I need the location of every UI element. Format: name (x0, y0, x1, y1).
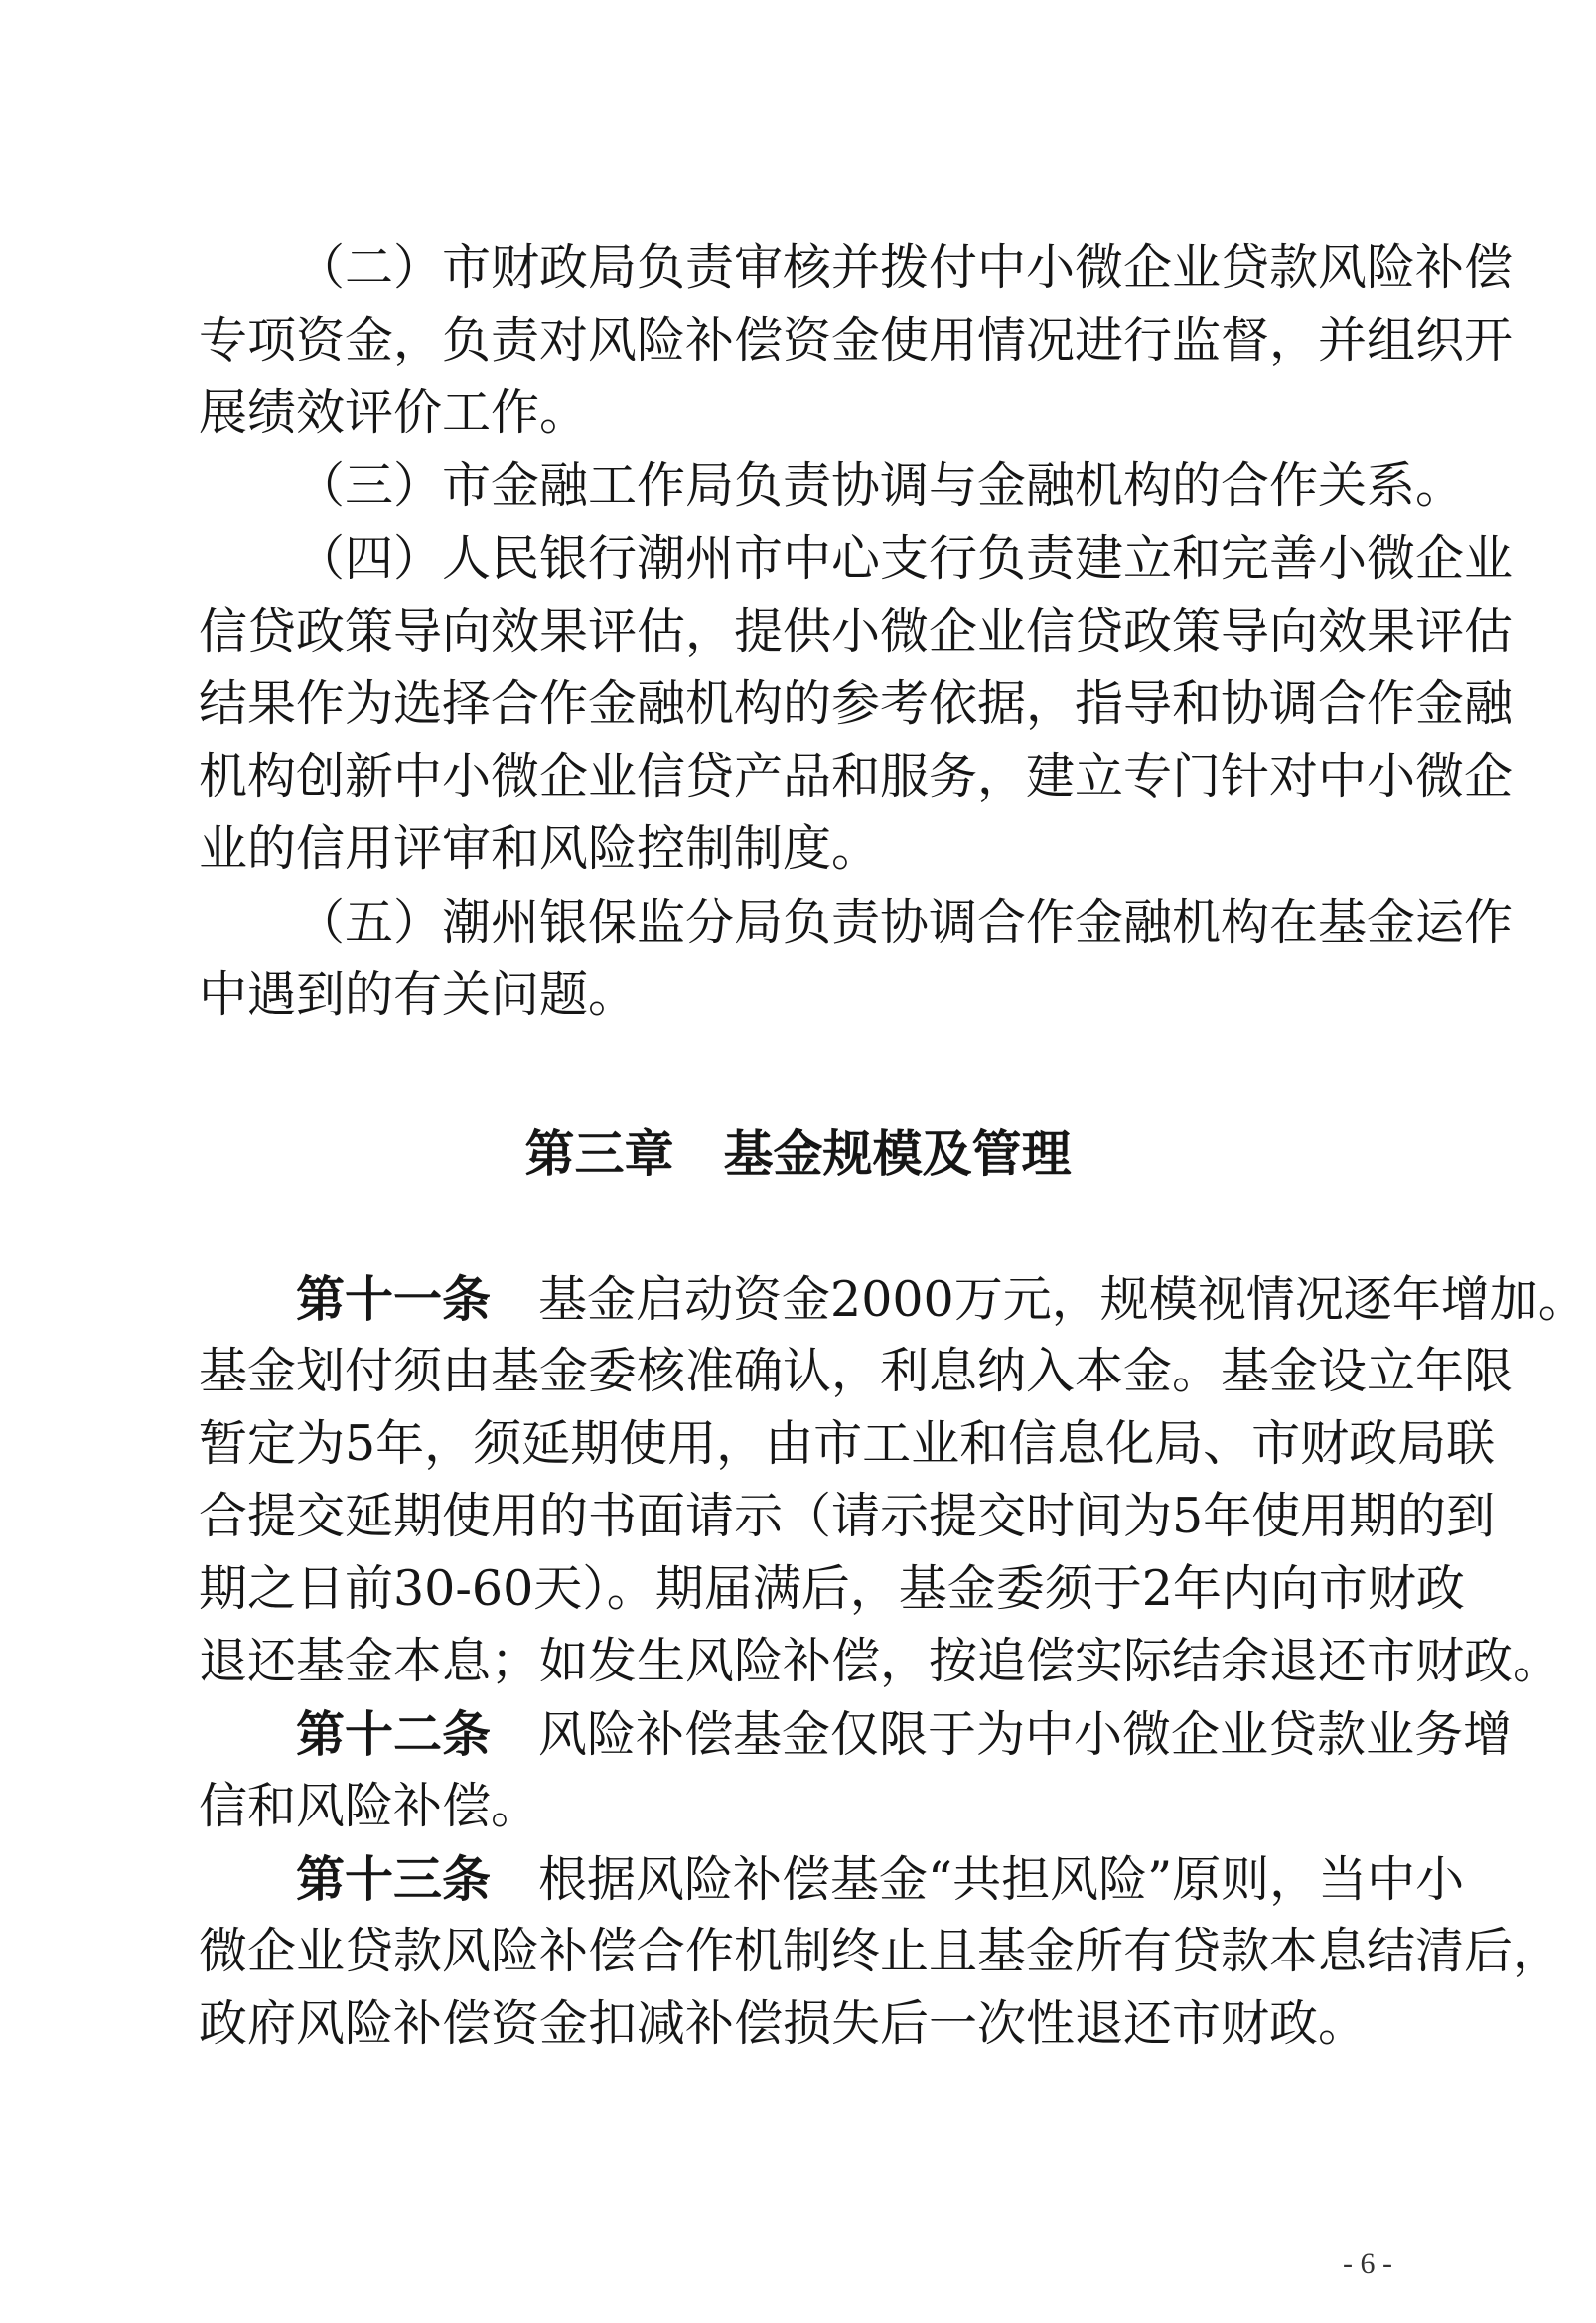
paragraph-line: 政府风险补偿资金扣减补偿损失后一次性退还市财政。 (199, 1995, 1368, 2052)
paragraph-line: 期之日前30-60天）。期届满后，基金委须于2年内向市财政 (199, 1560, 1465, 1617)
article-label: 第十二条 (296, 1705, 492, 1763)
paragraph-line: 基金划付须由基金委核准确认，利息纳入本金。基金设立年限 (199, 1343, 1514, 1399)
article-first-line (296, 1704, 1513, 1764)
paragraph-line: （五）潮州银保监分局负责协调合作金融机构在基金运作 (296, 894, 1514, 950)
paragraph-line: （三）市金融工作局负责协调与金融机构的合作关系。 (296, 457, 1465, 513)
paragraph-line: 业的信用评审和风险控制制度。 (199, 820, 881, 877)
article-text: 基金启动资金2000万元，规模视情况逐年增加。 (538, 1271, 1587, 1328)
paragraph-line: （二）市财政局负责审核并拨付中小微企业贷款风险补偿 (296, 239, 1514, 296)
paragraph-line: 专项资金，负责对风险补偿资金使用情况进行监督，并组织开 (199, 312, 1514, 368)
paragraph-line: 中遇到的有关问题。 (199, 966, 638, 1023)
paragraph-line: 合提交延期使用的书面请示（请示提交时间为5年使用期的到 (199, 1488, 1496, 1544)
paragraph-line: 退还基金本息；如发生风险补偿，按追偿实际结余退还市财政。 (199, 1633, 1562, 1689)
article-label: 第十一条 (296, 1270, 492, 1328)
paragraph-line: （四）人民银行潮州市中心支行负责建立和完善小微企业 (296, 530, 1514, 587)
article-first-line (296, 1849, 1465, 1909)
paragraph-line: 信和风险补偿。 (199, 1778, 540, 1834)
paragraph-line: 结果作为选择合作金融机构的参考依据，指导和协调合作金融 (199, 675, 1514, 732)
chapter-title: 第三章 基金规模及管理 (524, 1124, 1072, 1183)
article-first-line (296, 1269, 1587, 1329)
paragraph-line: 展绩效评价工作。 (199, 384, 589, 441)
paragraph-line: 信贷政策导向效果评估，提供小微企业信贷政策导向效果评估 (199, 603, 1514, 659)
paragraph-line: 机构创新中小微企业信贷产品和服务，建立专门针对中小微企 (199, 748, 1514, 804)
article-text: 风险补偿基金仅限于为中小微企业贷款业务增 (538, 1706, 1513, 1763)
paragraph-line: 暂定为5年，须延期使用，由市工业和信息化局、市财政局联 (199, 1415, 1496, 1472)
article-text: 根据风险补偿基金“共担风险”原则，当中小 (538, 1851, 1465, 1908)
article-label: 第十三条 (296, 1850, 492, 1908)
page-number: - 6 - (1343, 2248, 1392, 2280)
paragraph-line: 微企业贷款风险补偿合作机制终止且基金所有贷款本息结清后， (199, 1923, 1562, 1979)
